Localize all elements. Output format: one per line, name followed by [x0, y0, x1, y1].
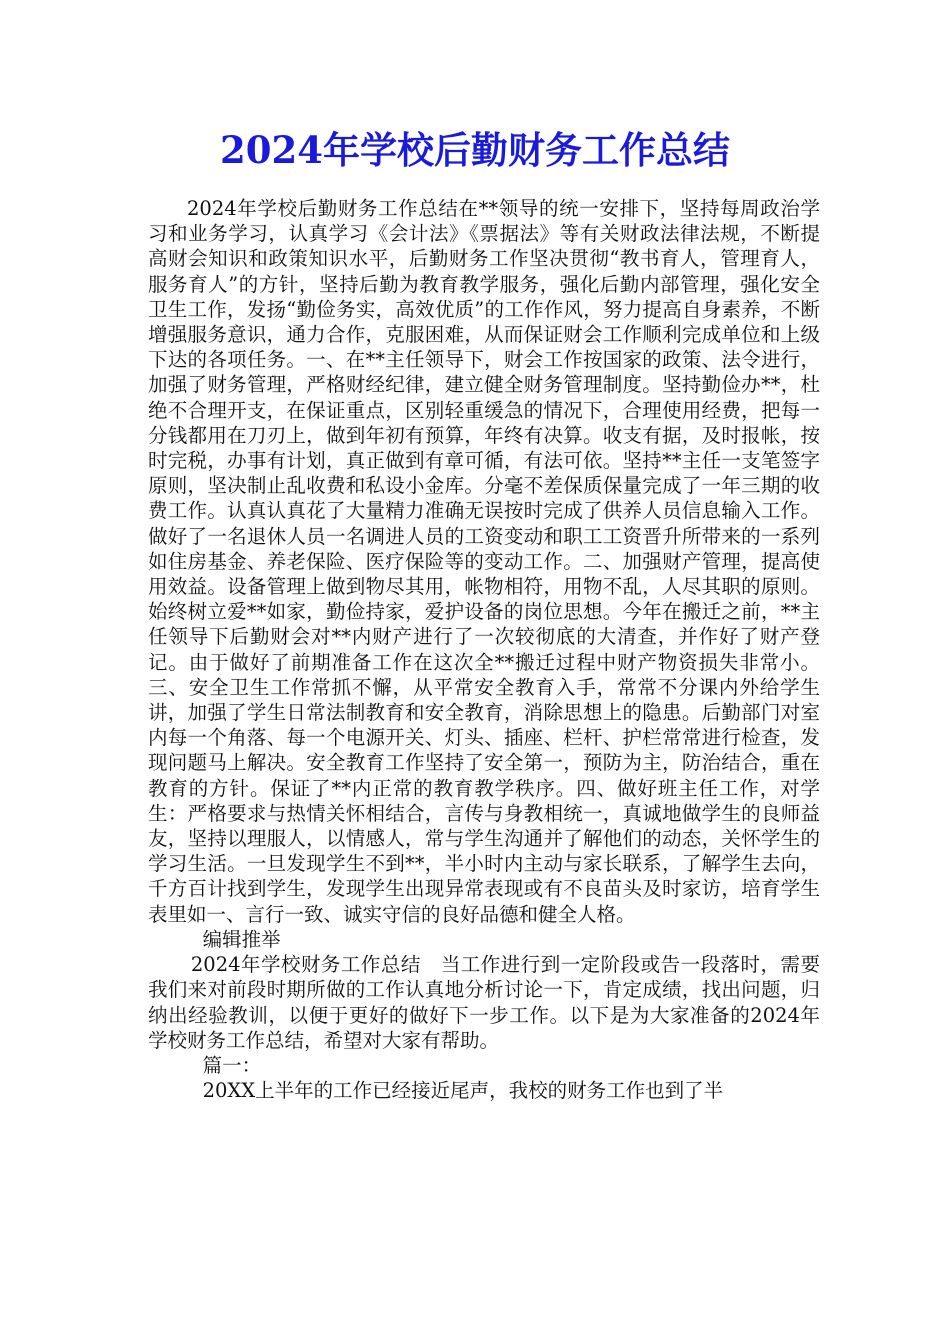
section-label: 篇一：	[202, 1053, 262, 1077]
recommend-heading: 编辑推举	[202, 927, 281, 951]
paragraph-main-summary: 2024年学校后勤财务工作总结在**领导的统一安排下，坚持每周政治学习和业务学习，认真学习《会计法》《票据法》等有关财政法律法规，不断提高财会知识和政策知识水平，后勤财务工作坚决贯彻“教书育人，管理育人，服务育人”的方针，坚持后勤为教育教学服务，强化后勤内部管理，强化安全卫生工作，发扬“勤俭务实，高效优质”的工作作风，努力提高自身素养，不断增强服务意识，通力合作，克服困难，从而保证财会工作顺利完成单位和上级下达的各项任务。一、在**主任领导下，财会工作按国家的政策、法令进行，加强了财务管理，严格财经纪律，建立健全财务管理制度。坚持勤俭办**，杜绝不合理开支，在保证重点，区别轻重缓急的情况下，合理使用经费，把每一分钱都用在刀刃上，做到年初有预算，年终有决算。收支有据，及时报帐，按时完税，办事有计划，真正做到有章可循，有法可依。坚持**主任一支笔签字原则，坚决制止乱收费和私设小金库。分毫不差保质保量完成了一年三期的收费工作。认真认真花了大量精力准确无误按时完成了供养人员信息输入工作。做好了一名退休人员一名调进人员的工资变动和职工工资晋升所带来的一系列如住房基金、养老保险、医疗保险等的变动工作。二、加强财产管理，提高使用效益。设备管理上做到物尽其用，帐物相符，用物不乱，人尽其职的原则。始终树立爱**如家，勤俭持家，爱护设备的岗位思想。今年在搬迁之前，**主任领导下后勤财会对**内财产进行了一次较彻底的大清查，并作好了财产登记。由于做好了前期准备工作在这次全**搬迁过程中财产物资损失非常小。三、安全卫生工作常抓不懈，从平常安全教育入手，常常不分课内外给学生讲，加强了学生日常法制教育和安全教育，消除思想上的隐患。后勤部门对室内每一个角落、每一个电源开关、灯头、插座、栏杆、护栏常常进行检查，发现问题马上解决。安全教育工作坚持了安全第一，预防为主，防治结合，重在教育的方针。保证了**内正常的教育教学秩序。四、做好班主任工作，对学生：严格要求与热情关怀相结合，言传与身教相统一，真诚地做学生的良师益友，坚持以理服人，以情感人，常与学生沟通并了解他们的动态，关怀学生的学习生活。一旦发现学生不到**，半小时内主动与家长联系，了解学生去向，千方百计找到学生，发现学生出现异常表现或有不良苗头及时家访，培育学生表里如一、言行一致、诚实守信的良好品德和健全人格。	[148, 197, 820, 926]
document-title: 2024年学校后勤财务工作总结	[220, 128, 730, 172]
paragraph-recommend-intro: 2024年学校财务工作总结 当工作进行到一定阶段或告一段落时，需要我们来对前段时期所做的工作认真地分析讨论一下，肯定成绩，找出问题，归纳出经验教训，以便于更好的做好下一步工作。以下是为大家准备的2024年学校财务工作总结，希望对大家有帮助。	[148, 953, 820, 1052]
paragraph-section-one-start: 20XX上半年的工作已经接近尾声，我校的财务工作也到了半	[202, 1079, 724, 1103]
document-body	[148, 196, 820, 1103]
